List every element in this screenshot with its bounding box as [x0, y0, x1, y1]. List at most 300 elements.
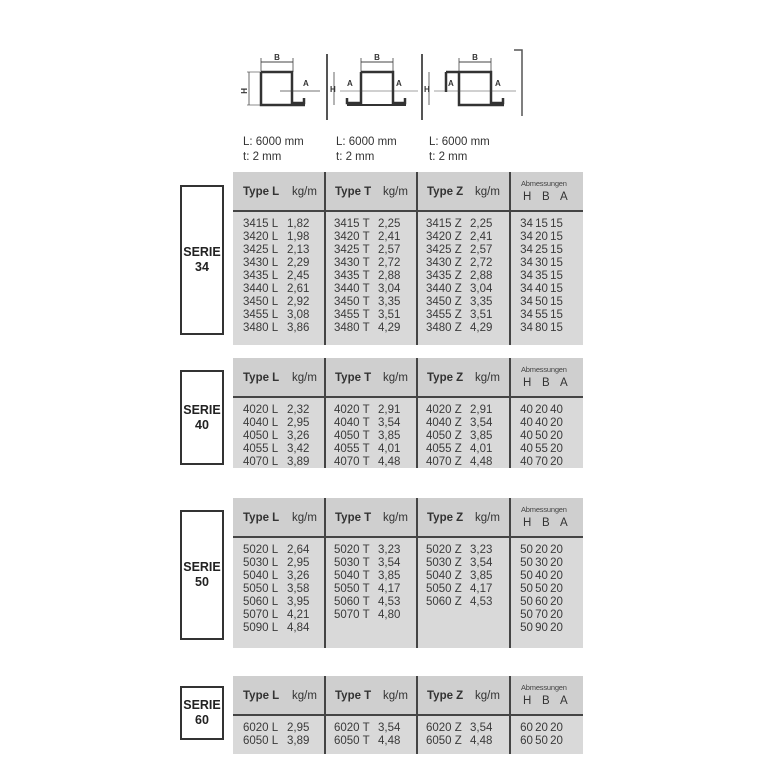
profile-code: 3440 T: [334, 283, 370, 295]
table-row: [519, 296, 564, 309]
header-kgm: kg/m: [383, 512, 408, 524]
caption-t: [336, 135, 397, 165]
header-type-l: Type L: [243, 512, 280, 524]
header-a: A: [560, 695, 568, 707]
profile-code: 4055 Z: [426, 443, 462, 455]
dim-a: 20: [550, 443, 563, 455]
dim-a: 15: [550, 283, 563, 295]
table-row: [426, 257, 492, 270]
profile-code: 5060 Z: [426, 596, 462, 608]
header-type-z: Type Z: [427, 186, 464, 198]
weight-kgm: 2,29: [287, 257, 310, 269]
column-type-t: [334, 722, 400, 748]
dim-h: 34: [520, 257, 533, 269]
profile-code: 4020 L: [243, 404, 279, 416]
table-row: [519, 430, 564, 443]
header-b: B: [542, 377, 550, 389]
dim-h: 34: [520, 283, 533, 295]
weight-kgm: 4,21: [287, 609, 310, 621]
serie-number: 40: [195, 417, 209, 432]
profile-code: 5030 Z: [426, 557, 462, 569]
column-type-l: [243, 218, 309, 335]
profile-diagram-z: [424, 48, 524, 120]
dim-b: 50: [535, 296, 548, 308]
profile-code: 5050 Z: [426, 583, 462, 595]
profile-code: 6050 L: [243, 735, 279, 747]
profile-code: 3440 L: [243, 283, 279, 295]
weight-kgm: 4,29: [470, 322, 493, 334]
dim-a: 20: [550, 570, 563, 582]
dim-h: 40: [520, 404, 533, 416]
profile-code: 5060 T: [334, 596, 370, 608]
dim-a: 20: [550, 456, 563, 468]
dim-h: 34: [520, 231, 533, 243]
header-kgm: kg/m: [292, 372, 317, 384]
serie-number: 60: [195, 713, 209, 727]
weight-kgm: 4,53: [378, 596, 401, 608]
column-divider: [509, 358, 511, 468]
label-a-left: A: [347, 79, 353, 88]
length-text: L: 6000 mm: [336, 136, 397, 148]
column-divider: [324, 358, 326, 468]
table-row: [334, 296, 400, 309]
dim-h: 34: [520, 322, 533, 334]
profile-code: 3435 L: [243, 270, 279, 282]
header-kgm: kg/m: [475, 690, 500, 702]
header-type-t: Type T: [335, 372, 372, 384]
table-row: [519, 417, 564, 430]
table-row: [243, 570, 309, 583]
weight-kgm: 2,72: [378, 257, 401, 269]
dim-b: 50: [535, 583, 548, 595]
table-row: [334, 231, 400, 244]
weight-kgm: 2,88: [378, 270, 401, 282]
dim-h: 60: [520, 735, 533, 747]
table-row: [519, 622, 564, 635]
table-row: [243, 544, 309, 557]
profile-code: 4020 Z: [426, 404, 462, 416]
thickness-text: t: 2 mm: [243, 151, 282, 163]
dim-b: 80: [535, 322, 548, 334]
table-row: [243, 596, 309, 609]
table-row: [519, 404, 564, 417]
dim-a: 20: [550, 735, 563, 747]
profile-code: 3480 T: [334, 322, 370, 334]
weight-kgm: 3,54: [470, 722, 493, 734]
dim-b: 40: [535, 570, 548, 582]
weight-kgm: 2,61: [287, 283, 310, 295]
dim-h: 34: [520, 309, 533, 321]
column-divider: [509, 676, 511, 754]
profile-code: 5040 T: [334, 570, 370, 582]
profile-code: 4050 Z: [426, 430, 462, 442]
header-abmessungen: Abmessungen: [521, 683, 567, 692]
label-h: H: [330, 85, 336, 94]
table-row: [426, 244, 492, 257]
dim-h: 40: [520, 443, 533, 455]
profile-code: 4040 T: [334, 417, 370, 429]
weight-kgm: 2,91: [378, 404, 401, 416]
table-row: [334, 557, 400, 570]
weight-kgm: 2,25: [378, 218, 401, 230]
table-row: [519, 443, 564, 456]
profile-code: 4020 T: [334, 404, 370, 416]
table-row: [334, 456, 400, 469]
table-row: [243, 583, 309, 596]
dim-b: 70: [535, 456, 548, 468]
profile-code: 3440 Z: [426, 283, 462, 295]
profile-code: 3415 L: [243, 218, 279, 230]
dim-b: 55: [535, 443, 548, 455]
table-row: [519, 557, 564, 570]
profile-code: 5020 Z: [426, 544, 462, 556]
dim-h: 50: [520, 596, 533, 608]
dim-h: 50: [520, 609, 533, 621]
table-row: [334, 583, 400, 596]
weight-kgm: 3,54: [378, 557, 401, 569]
profile-code: 3455 Z: [426, 309, 462, 321]
profile-code: 5020 T: [334, 544, 370, 556]
dim-b: 20: [535, 231, 548, 243]
profile-code: 4040 L: [243, 417, 279, 429]
label-a-right: A: [495, 79, 501, 88]
profile-code: 6020 Z: [426, 722, 462, 734]
profile-diagram-l: [240, 48, 330, 120]
profile-code: 3430 L: [243, 257, 279, 269]
dim-b: 40: [535, 417, 548, 429]
weight-kgm: 3,85: [470, 430, 493, 442]
weight-kgm: 3,51: [378, 309, 401, 321]
column-type-z: [426, 722, 492, 748]
table-row: [334, 309, 400, 322]
dim-h: 34: [520, 244, 533, 256]
table-row: [426, 309, 492, 322]
weight-kgm: 2,92: [287, 296, 310, 308]
dim-a: 20: [550, 722, 563, 734]
table-row: [243, 557, 309, 570]
header-h: H: [523, 377, 532, 389]
weight-kgm: 3,85: [378, 570, 401, 582]
weight-kgm: 3,54: [378, 417, 401, 429]
table-row: [243, 430, 309, 443]
table-row: [519, 570, 564, 583]
table-row: [426, 231, 492, 244]
weight-kgm: 4,01: [470, 443, 493, 455]
profile-code: 5050 L: [243, 583, 279, 595]
table-row: [243, 735, 309, 748]
header-type-t: Type T: [335, 512, 372, 524]
table-row: [426, 557, 492, 570]
column-divider: [324, 498, 326, 648]
table-row: [426, 296, 492, 309]
profile-code: 6020 T: [334, 722, 370, 734]
header-h: H: [523, 191, 532, 203]
table-row: [519, 583, 564, 596]
profile-code: 5040 L: [243, 570, 279, 582]
dim-h: 50: [520, 570, 533, 582]
label-b: B: [374, 53, 380, 62]
dim-a: 20: [550, 622, 563, 634]
dim-a: 20: [550, 609, 563, 621]
table-row: [243, 309, 309, 322]
header-type-z: Type Z: [427, 512, 464, 524]
profile-code: 4055 T: [334, 443, 370, 455]
weight-kgm: 4,48: [470, 456, 493, 468]
table-row: [519, 322, 564, 335]
profile-code: 4070 T: [334, 456, 370, 468]
profile-code: 4050 L: [243, 430, 279, 442]
profile-code: 3420 T: [334, 231, 370, 243]
column-divider: [416, 172, 418, 345]
column-dimensions: [519, 404, 564, 469]
profile-code: 4055 L: [243, 443, 279, 455]
table-row: [519, 609, 564, 622]
header-h: H: [523, 517, 532, 529]
table-row: [519, 722, 564, 735]
table-row: [243, 443, 309, 456]
table-row: [519, 456, 564, 469]
table-row: [426, 456, 492, 469]
table-row: [519, 257, 564, 270]
column-divider: [416, 358, 418, 468]
serie-box: [180, 370, 224, 465]
weight-kgm: 3,04: [378, 283, 401, 295]
column-dimensions: [519, 722, 564, 748]
table-row: [426, 583, 492, 596]
dim-b: 50: [535, 430, 548, 442]
table-row: [519, 218, 564, 231]
table-row: [334, 322, 400, 335]
column-type-z: [426, 218, 492, 335]
header-b: B: [542, 695, 550, 707]
table-row: [426, 322, 492, 335]
dim-b: 30: [535, 557, 548, 569]
dim-b: 20: [535, 722, 548, 734]
weight-kgm: 3,54: [470, 417, 493, 429]
series-table: [233, 676, 583, 754]
dim-h: 34: [520, 296, 533, 308]
weight-kgm: 3,08: [287, 309, 310, 321]
weight-kgm: 2,95: [287, 722, 310, 734]
column-divider: [509, 172, 511, 345]
column-dimensions: [519, 544, 564, 635]
label-h: H: [424, 85, 430, 94]
profile-diagram-t: [330, 48, 422, 120]
table-row: [426, 544, 492, 557]
table-row: [426, 430, 492, 443]
dim-b: 30: [535, 257, 548, 269]
weight-kgm: 3,23: [470, 544, 493, 556]
length-text: L: 6000 mm: [429, 136, 490, 148]
table-row: [426, 283, 492, 296]
dim-h: 34: [520, 270, 533, 282]
dim-a: 15: [550, 231, 563, 243]
serie-label: SERIE: [183, 698, 221, 712]
dim-a: 15: [550, 322, 563, 334]
profile-code: 3455 L: [243, 309, 279, 321]
dim-a: 20: [550, 557, 563, 569]
weight-kgm: 3,42: [287, 443, 310, 455]
table-row: [334, 722, 400, 735]
profile-code: 5030 L: [243, 557, 279, 569]
table-row: [243, 218, 309, 231]
weight-kgm: 2,64: [287, 544, 310, 556]
table-row: [334, 404, 400, 417]
dim-a: 15: [550, 296, 563, 308]
column-type-l: [243, 404, 309, 469]
serie-label: SERIE: [183, 245, 221, 259]
weight-kgm: 1,82: [287, 218, 310, 230]
dim-b: 55: [535, 309, 548, 321]
header-kgm: kg/m: [292, 186, 317, 198]
table-row: [519, 309, 564, 322]
header-b: B: [542, 517, 550, 529]
profile-code: 5090 L: [243, 622, 279, 634]
profile-code: 3415 T: [334, 218, 370, 230]
column-type-l: [243, 544, 309, 635]
serie-label: SERIE: [183, 560, 221, 574]
dim-b: 15: [535, 218, 548, 230]
profile-code: 4050 T: [334, 430, 370, 442]
profile-code: 5070 T: [334, 609, 370, 621]
profile-code: 3435 T: [334, 270, 370, 282]
table-row: [243, 283, 309, 296]
table-row: [519, 735, 564, 748]
profile-code: 3415 Z: [426, 218, 462, 230]
table-row: [519, 283, 564, 296]
length-text: L: 6000 mm: [243, 136, 304, 148]
dim-h: 40: [520, 456, 533, 468]
table-row: [243, 322, 309, 335]
profile-code: 6050 T: [334, 735, 370, 747]
weight-kgm: 2,41: [470, 231, 493, 243]
weight-kgm: 2,25: [470, 218, 493, 230]
column-type-t: [334, 404, 400, 469]
profile-code: 3420 L: [243, 231, 279, 243]
table-row: [243, 296, 309, 309]
weight-kgm: 4,48: [378, 456, 401, 468]
dim-h: 40: [520, 430, 533, 442]
weight-kgm: 3,54: [470, 557, 493, 569]
column-divider: [509, 498, 511, 648]
weight-kgm: 2,45: [287, 270, 310, 282]
column-dimensions: [519, 218, 564, 335]
column-type-l: [243, 722, 309, 748]
weight-kgm: 3,54: [378, 722, 401, 734]
weight-kgm: 3,95: [287, 596, 310, 608]
table-row: [334, 417, 400, 430]
table-row: [334, 570, 400, 583]
label-a-right: A: [396, 79, 402, 88]
table-row: [519, 270, 564, 283]
header-kgm: kg/m: [292, 512, 317, 524]
weight-kgm: 4,53: [470, 596, 493, 608]
dim-a: 15: [550, 244, 563, 256]
weight-kgm: 3,85: [470, 570, 493, 582]
header-a: A: [560, 377, 568, 389]
header-kgm: kg/m: [383, 372, 408, 384]
weight-kgm: 4,17: [470, 583, 493, 595]
header-type-l: Type L: [243, 186, 280, 198]
header-kgm: kg/m: [383, 690, 408, 702]
serie-box: [180, 686, 224, 740]
profile-code: 3430 Z: [426, 257, 462, 269]
profile-code: 6020 L: [243, 722, 279, 734]
profile-code: 4070 Z: [426, 456, 462, 468]
table-row: [334, 443, 400, 456]
table-row: [243, 404, 309, 417]
weight-kgm: 2,57: [470, 244, 493, 256]
serie-number: 50: [195, 575, 209, 589]
table-row: [426, 570, 492, 583]
weight-kgm: 3,23: [378, 544, 401, 556]
series-table: [233, 358, 583, 468]
weight-kgm: 3,85: [378, 430, 401, 442]
serie-box: [180, 510, 224, 640]
weight-kgm: 2,95: [287, 557, 310, 569]
profile-code: 3450 T: [334, 296, 370, 308]
dim-a: 20: [550, 596, 563, 608]
profile-code: 3450 Z: [426, 296, 462, 308]
dim-a: 20: [550, 417, 563, 429]
profile-code: 5050 T: [334, 583, 370, 595]
header-a: A: [560, 191, 568, 203]
table-row: [243, 622, 309, 635]
table-row: [426, 270, 492, 283]
header-abmessungen: Abmessungen: [521, 179, 567, 188]
weight-kgm: 3,26: [287, 430, 310, 442]
header-h: H: [523, 695, 532, 707]
table-row: [334, 283, 400, 296]
dim-b: 20: [535, 544, 548, 556]
weight-kgm: 4,48: [378, 735, 401, 747]
label-b: B: [472, 53, 478, 62]
header-abmessungen: Abmessungen: [521, 505, 567, 514]
profile-code: 3425 T: [334, 244, 370, 256]
column-type-t: [334, 544, 400, 622]
dim-a: 20: [550, 430, 563, 442]
table-row: [243, 456, 309, 469]
dim-h: 34: [520, 218, 533, 230]
table-row: [426, 735, 492, 748]
dim-b: 50: [535, 735, 548, 747]
serie-box: [180, 185, 224, 335]
column-divider: [416, 498, 418, 648]
table-row: [243, 609, 309, 622]
series-table: [233, 172, 583, 345]
dim-b: 25: [535, 244, 548, 256]
header-kgm: kg/m: [383, 186, 408, 198]
weight-kgm: 3,35: [470, 296, 493, 308]
dim-b: 70: [535, 609, 548, 621]
weight-kgm: 3,26: [287, 570, 310, 582]
column-divider: [416, 676, 418, 754]
weight-kgm: 2,88: [470, 270, 493, 282]
profile-code: 4040 Z: [426, 417, 462, 429]
table-row: [243, 417, 309, 430]
divider: [421, 54, 423, 120]
dim-h: 50: [520, 622, 533, 634]
table-row: [334, 430, 400, 443]
table-row: [426, 404, 492, 417]
caption-z: [429, 135, 490, 165]
dim-a: 15: [550, 270, 563, 282]
header-type-z: Type Z: [427, 690, 464, 702]
dim-b: 90: [535, 622, 548, 634]
profile-code: 6050 Z: [426, 735, 462, 747]
weight-kgm: 3,89: [287, 456, 310, 468]
thickness-text: t: 2 mm: [429, 151, 468, 163]
